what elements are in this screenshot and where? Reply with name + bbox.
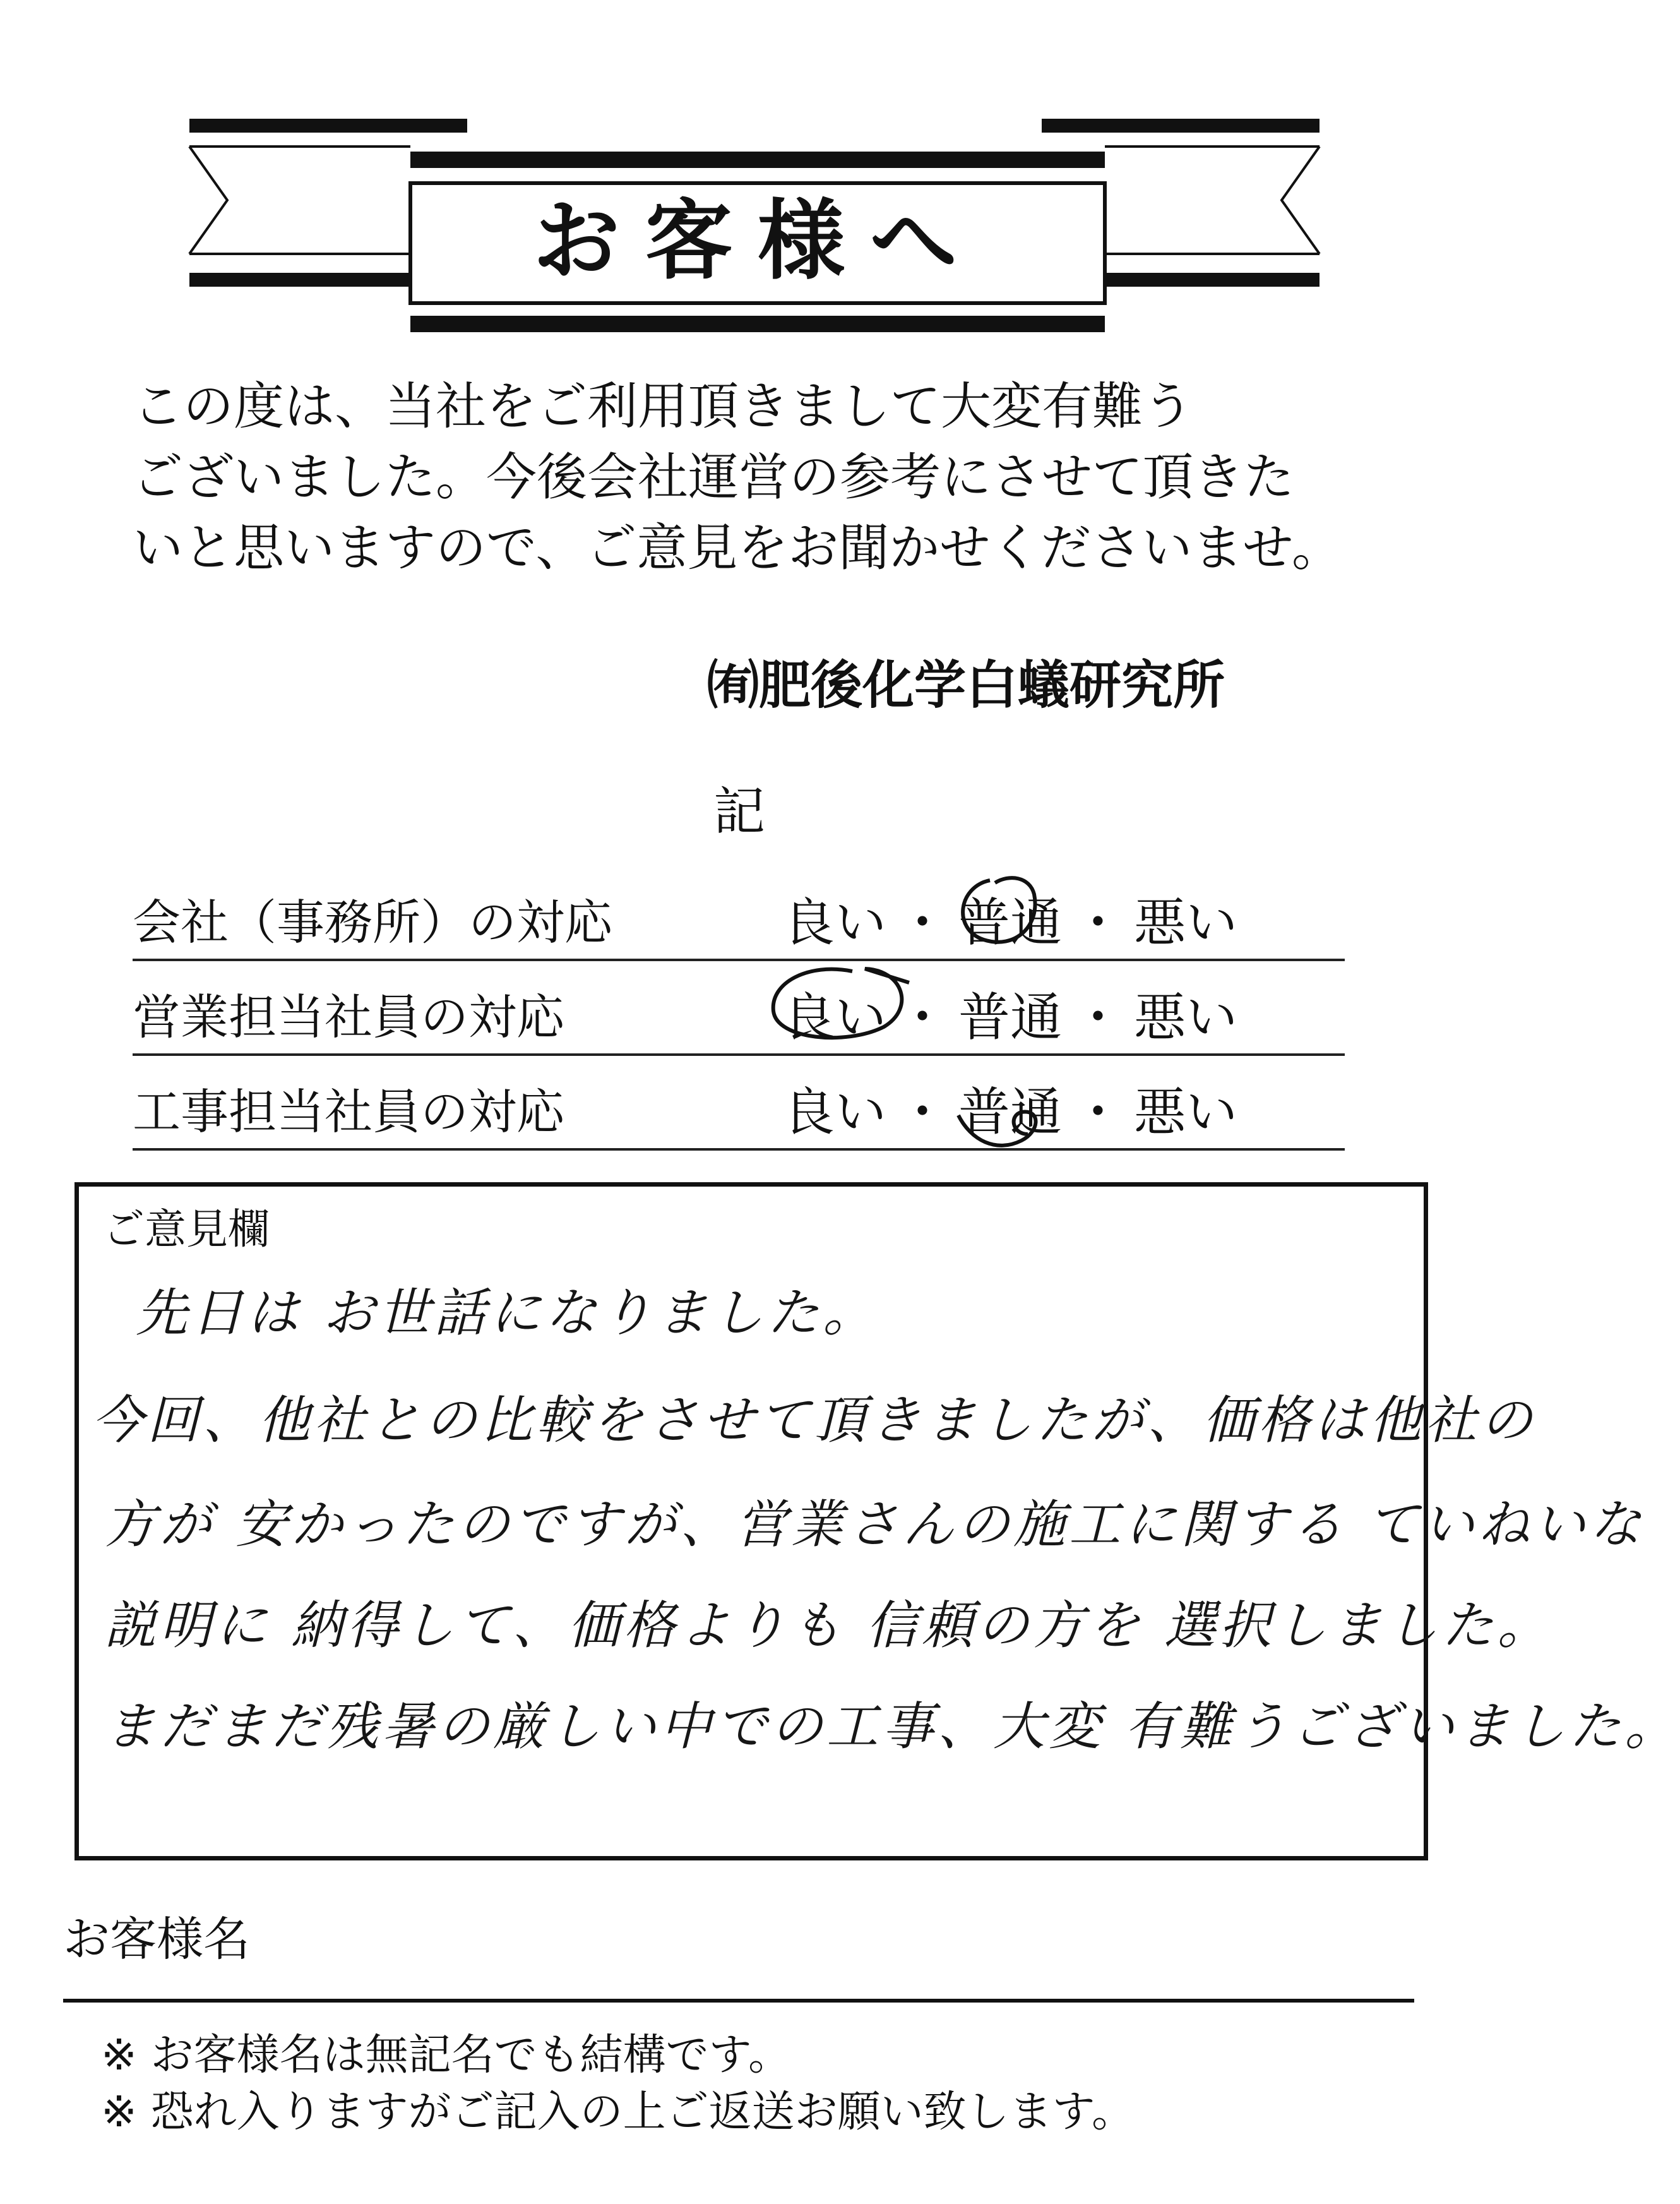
rating-row-office — [133, 865, 1345, 961]
option-separator: ・ — [1072, 988, 1124, 1048]
option-bad[interactable]: 悪い — [1134, 1082, 1238, 1142]
option-good[interactable]: 良い — [783, 893, 887, 953]
option-average[interactable]: 普通 — [958, 988, 1063, 1048]
intro-line: いと思いますので、ご意見をお聞かせくださいませ。 — [133, 518, 1342, 577]
option-separator: ・ — [1072, 1082, 1124, 1142]
rating-label: 営業担当社員の対応 — [133, 989, 564, 1045]
customer-name-line — [63, 1999, 1414, 2003]
note-line: ※ 恐れ入りますがご記入の上ご返送お願い致します。 — [101, 2087, 1135, 2137]
option-bad[interactable]: 悪い — [1134, 893, 1238, 953]
handwritten-line: 説明に 納得して、価格よりも 信頼の方を 選択しました。 — [104, 1596, 1553, 1656]
option-average-label: 普通 — [958, 1082, 1063, 1142]
customer-name-label: お客様名 — [63, 1912, 250, 1967]
option-separator: ・ — [897, 893, 949, 953]
rating-options — [783, 1071, 1237, 1145]
intro-line: この度は、当社をご利用頂きまして大変有難う — [133, 377, 1193, 436]
option-average[interactable] — [958, 1071, 1062, 1145]
option-average[interactable] — [958, 882, 1062, 955]
option-separator: ・ — [897, 1082, 949, 1142]
rating-options — [783, 976, 1237, 1050]
banner-title: お客様へ — [532, 189, 982, 292]
company-name: ㈲肥後化学白蟻研究所 — [707, 656, 1225, 716]
title-banner — [189, 107, 1326, 341]
rating-row-sales — [133, 960, 1345, 1056]
note-line: ※ お客様名は無記名でも結構です。 — [101, 2030, 792, 2080]
option-separator: ・ — [897, 988, 949, 1048]
opinion-label: ご意見欄 — [103, 1205, 270, 1254]
ki-heading: 記 — [713, 782, 766, 842]
rating-options — [783, 882, 1237, 955]
handwritten-line: まだまだ残暑の厳しい中での工事、大変 有難うございました。 — [104, 1697, 1680, 1757]
option-bad[interactable]: 悪い — [1134, 988, 1238, 1048]
rating-label: 会社（事務所）の対応 — [133, 894, 612, 950]
rating-row-construction — [133, 1055, 1345, 1151]
handwritten-line: 先日は お世話になりました。 — [136, 1283, 879, 1343]
option-separator: ・ — [1072, 893, 1124, 953]
option-good-label: 良い — [783, 988, 887, 1048]
handwritten-line: 方が 安かったのですが、営業さんの施工に関する ていねいな — [104, 1495, 1645, 1555]
option-good[interactable]: 良い — [783, 1082, 887, 1142]
option-average-label: 普通 — [958, 893, 1063, 953]
intro-line: ございました。今後会社運営の参考にさせて頂きた — [133, 448, 1294, 506]
opinion-box[interactable] — [74, 1182, 1680, 1860]
intro-paragraph — [133, 371, 1370, 584]
handwritten-line: 今回、他社との比較をさせて頂きましたが、価格は他社の — [92, 1391, 1536, 1451]
rating-label: 工事担当社員の対応 — [133, 1084, 564, 1140]
option-good[interactable] — [783, 976, 886, 1050]
